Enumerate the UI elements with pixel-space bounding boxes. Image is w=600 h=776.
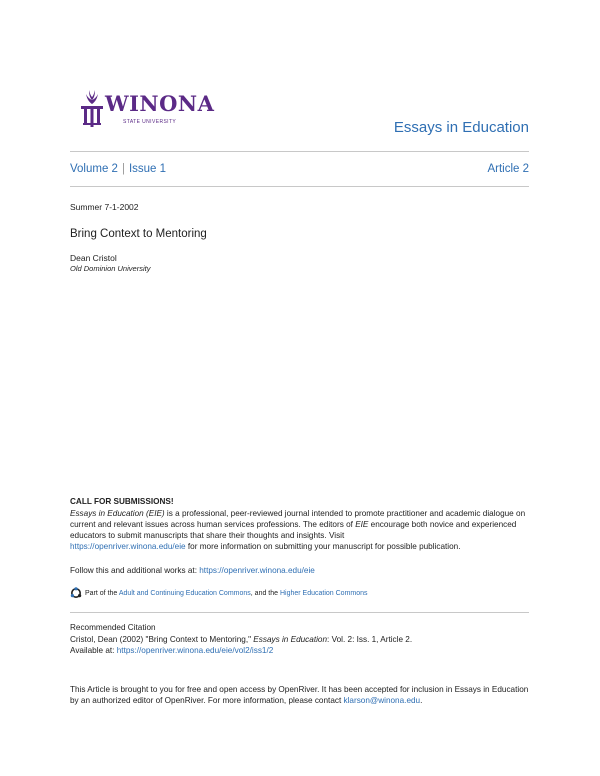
partof-middle: , and the [250,589,280,597]
partof-prefix: Part of the [85,589,119,597]
access-statement [70,684,530,706]
volume-issue-bar [70,163,166,175]
call-link[interactable]: https://openriver.winona.edu/eie [70,542,186,551]
part-of-text [85,590,368,597]
publication-date: Summer 7-1-2002 [70,202,139,212]
separator: | [121,163,125,175]
network-icon [70,587,82,599]
call-journal-name: Essays in Education (EIE) [70,509,165,518]
author-name: Dean Cristol [70,253,117,263]
call-text-2: encourage both novice and experienced educators to submit manuscripts that share their thoughts and insights. Visit [70,520,517,540]
call-text-1: is a professional, peer-reviewed journal intended to promote practitioner and academic dialogue on current and relevant issues across human services professions. The editors of [70,509,526,529]
call-eie: EIE [355,520,369,529]
footer-text: This Article is brought to you for free and open access by OpenRiver. It has been accepted for inclusion in Essays in Education by an authorized editor of OpenRiver. For more information, please contact [70,685,529,705]
citation-body [70,634,530,656]
citation-link[interactable]: https://openriver.winona.edu/eie/vol2/iss1/2 [116,646,274,655]
citation-divider [70,612,529,613]
contact-email-link[interactable]: klarson@winona.edu [343,696,421,705]
volume-divider [70,186,529,187]
author-affiliation: Old Dominion University [70,264,151,273]
available-prefix: Available at: [70,646,117,655]
call-body [70,508,530,552]
volume-link[interactable]: Volume 2 [70,163,118,175]
logo-wordmark: WINONA [105,91,215,116]
footer-end: . [420,696,423,705]
citation-prefix: Cristol, Dean (2002) "Bring Context to Mentoring," [70,635,254,644]
logo-subtitle: STATE UNIVERSITY [123,119,177,125]
citation-heading: Recommended Citation [70,623,156,632]
follow-line [70,565,315,576]
citation-suffix: : Vol. 2: Iss. 1, Article 2. [327,635,413,644]
follow-prefix: Follow this and additional works at: [70,566,200,575]
part-of-line [70,587,368,599]
article-title: Bring Context to Mentoring [70,228,207,240]
article-link[interactable]: Article 2 [487,163,529,175]
citation-journal: Essays in Education [253,635,328,644]
call-text-3: for more information on submitting your manuscript for possible publication. [185,542,461,551]
call-heading: CALL FOR SUBMISSIONS! [70,497,174,506]
follow-link[interactable]: https://openriver.winona.edu/eie [199,566,315,575]
adult-education-commons-link[interactable]: Adult and Continuing Education Commons [118,589,251,597]
header-divider [70,151,529,152]
higher-education-commons-link[interactable]: Higher Education Commons [279,589,368,597]
issue-link[interactable]: Issue 1 [128,163,167,175]
journal-title-link[interactable]: Essays in Education [393,119,529,136]
